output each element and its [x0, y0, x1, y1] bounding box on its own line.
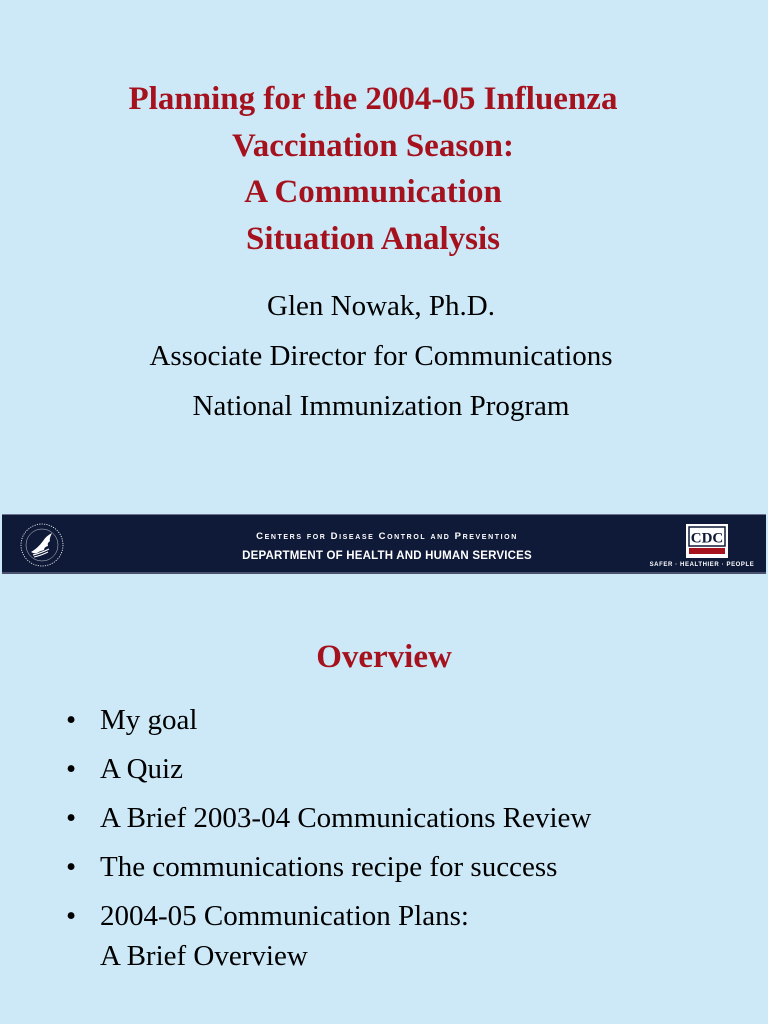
cdc-logo-icon	[686, 524, 728, 558]
bullet-icon: •	[66, 704, 77, 736]
overview-title: Overview	[316, 639, 452, 675]
presentation-title	[0, 76, 746, 262]
title-line: Situation Analysis	[245, 220, 500, 257]
list-item	[66, 798, 746, 838]
title-line: Vaccination Season:	[231, 127, 515, 164]
overview-list	[66, 700, 746, 985]
banner-agency-name: Centers for Disease Control and Prevention	[256, 531, 518, 542]
title-line: Planning for the 2004-05 Influenza	[128, 81, 618, 117]
overview-slide	[0, 512, 768, 1024]
hhs-seal-icon	[19, 522, 65, 568]
bullet-icon: •	[66, 900, 77, 932]
author-name: Glen Nowak, Ph.D.	[267, 290, 495, 322]
list-item-text: 2004-05 Communication Plans: A Brief Overview	[100, 900, 469, 972]
cdc-tagline: SAFER · HEALTHIER · PEOPLE	[649, 562, 755, 568]
author-program: National Immunization Program	[192, 390, 570, 422]
list-item	[66, 700, 746, 740]
list-item-text: The communications recipe for success	[100, 851, 558, 883]
bullet-icon: •	[66, 851, 77, 883]
list-item-text: A Quiz	[100, 753, 183, 785]
banner-department-name: DEPARTMENT OF HEALTH AND HUMAN SERVICES	[242, 550, 532, 562]
list-item-text: My goal	[100, 704, 198, 736]
bullet-icon: •	[66, 802, 77, 834]
author-position: Associate Director for Communications	[149, 340, 613, 372]
cdc-banner	[2, 514, 766, 574]
bullet-icon: •	[66, 753, 77, 785]
cdc-logo-text: CDC	[690, 530, 724, 547]
list-item-text: A Brief 2003-04 Communications Review	[100, 802, 592, 834]
list-item	[66, 749, 746, 789]
title-line: A Communication	[244, 174, 502, 210]
author-block	[0, 281, 762, 431]
list-item	[66, 896, 746, 976]
list-item	[66, 847, 746, 887]
